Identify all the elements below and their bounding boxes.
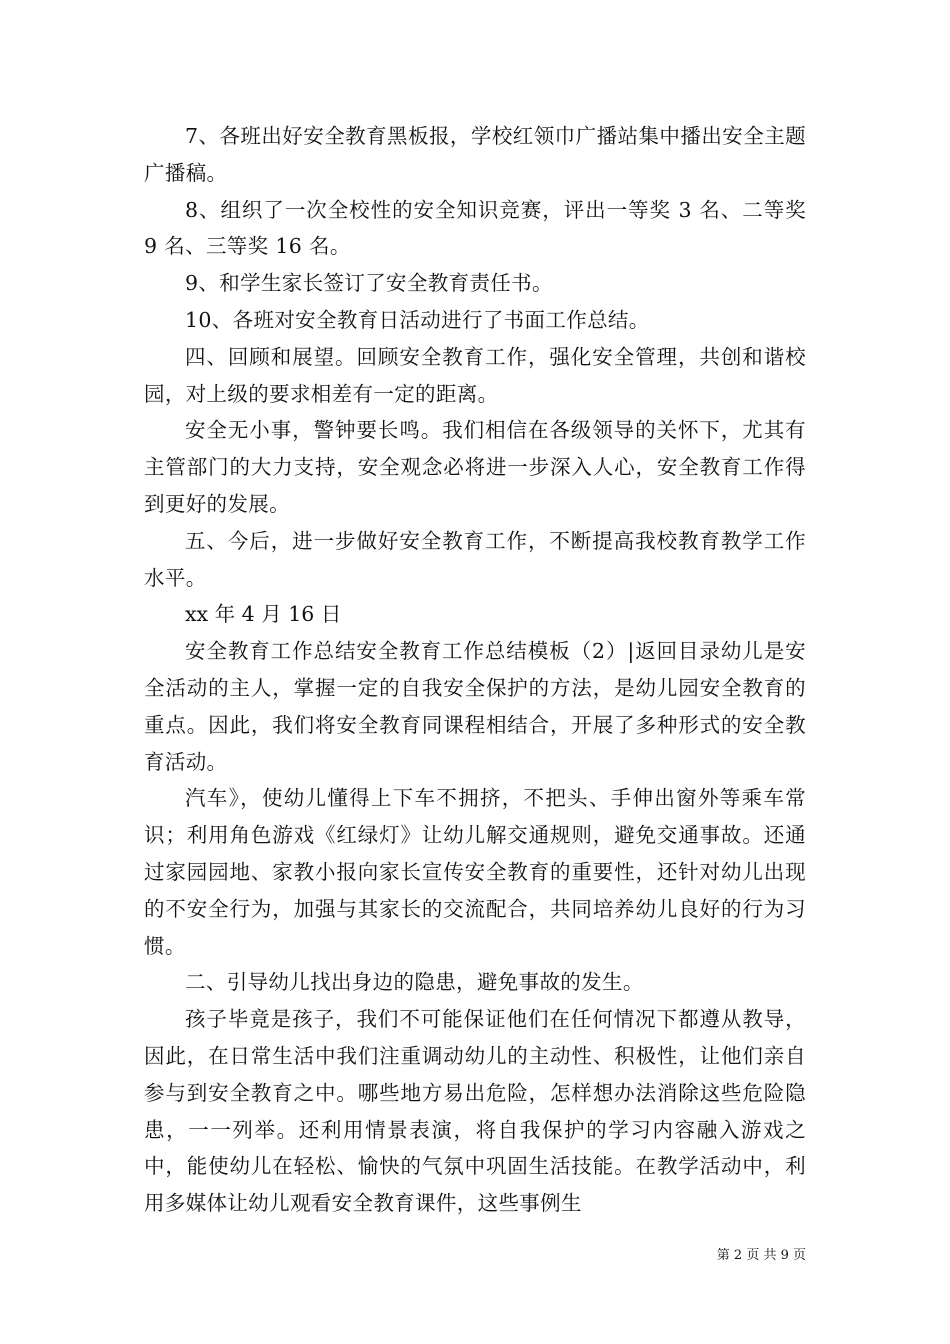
paragraph-item-8: 8、组织了一次全校性的安全知识竞赛，评出一等奖 3 名、二等奖 9 名、三等奖 16 名。 <box>144 197 806 259</box>
paragraph-safety-conclusion: 安全无小事，警钟要长鸣。我们相信在各级领导的关怀下，尤其有主管部门的大力支持，安全观念必将进一步深入人心，安全教育工作得到更好的发展。 <box>144 418 806 516</box>
section-heading-hazards: 二、引导幼儿找出身边的隐患，避免事故的发生。 <box>185 970 644 995</box>
paragraph-future-plan: 五、今后，进一步做好安全教育工作，不断提高我校教育教学工作水平。 <box>144 528 806 590</box>
page-number-footer: 第 2 页 共 9 页 <box>716 1248 806 1263</box>
paragraph-hazard-awareness: 孩子毕竟是孩子，我们不可能保证他们在任何情况下都遵从教导，因此，在日常生活中我们注重调动幼儿的主动性、积极性，让他们亲自参与到安全教育之中。哪些地方易出危险，怎样想办法消除这些危险隐患，一一列举。还利用情景表演，将自我保护的学习内容融入游戏之中，能使幼儿在轻松、愉快的气氛中巩固生活技能。在教学活动中，利用多媒体让幼儿观看安全教育课件，这些事例生 <box>144 1007 806 1216</box>
paragraph-item-10: 10、各班对安全教育日活动进行了书面工作总结。 <box>185 307 650 332</box>
paragraph-item-7: 7、各班出好安全教育黑板报，学校红领巾广播站集中播出安全主题广播稿。 <box>144 124 806 185</box>
paragraph-review-outlook: 四、回顾和展望。回顾安全教育工作，强化安全管理，共创和谐校园，对上级的要求相差有一定的距离。 <box>144 344 806 406</box>
paragraph-template-2-intro: 安全教育工作总结安全教育工作总结模板（2）|返回目录幼儿是安全活动的主人，掌握一定的自我安全保护的方法，是幼儿园安全教育的重点。因此，我们将安全教育同课程相结合，开展了多种形式的安全教育活动。 <box>144 639 806 774</box>
paragraph-traffic-safety: 汽车》，使幼儿懂得上下车不拥挤，不把头、手伸出窗外等乘车常识；利用角色游戏《红绿灯》让幼儿解交通规则，避免交通事故。还通过家园园地、家教小报向家长宣传安全教育的重要性，还针对幼儿出现的不安全行为，加强与其家长的交流配合，共同培养幼儿良好的行为习惯。 <box>144 786 806 958</box>
paragraph-item-9: 9、和学生家长签订了安全教育责任书。 <box>185 271 553 296</box>
document-body <box>144 118 806 1222</box>
document-date: xx 年 4 月 16 日 <box>185 602 342 627</box>
